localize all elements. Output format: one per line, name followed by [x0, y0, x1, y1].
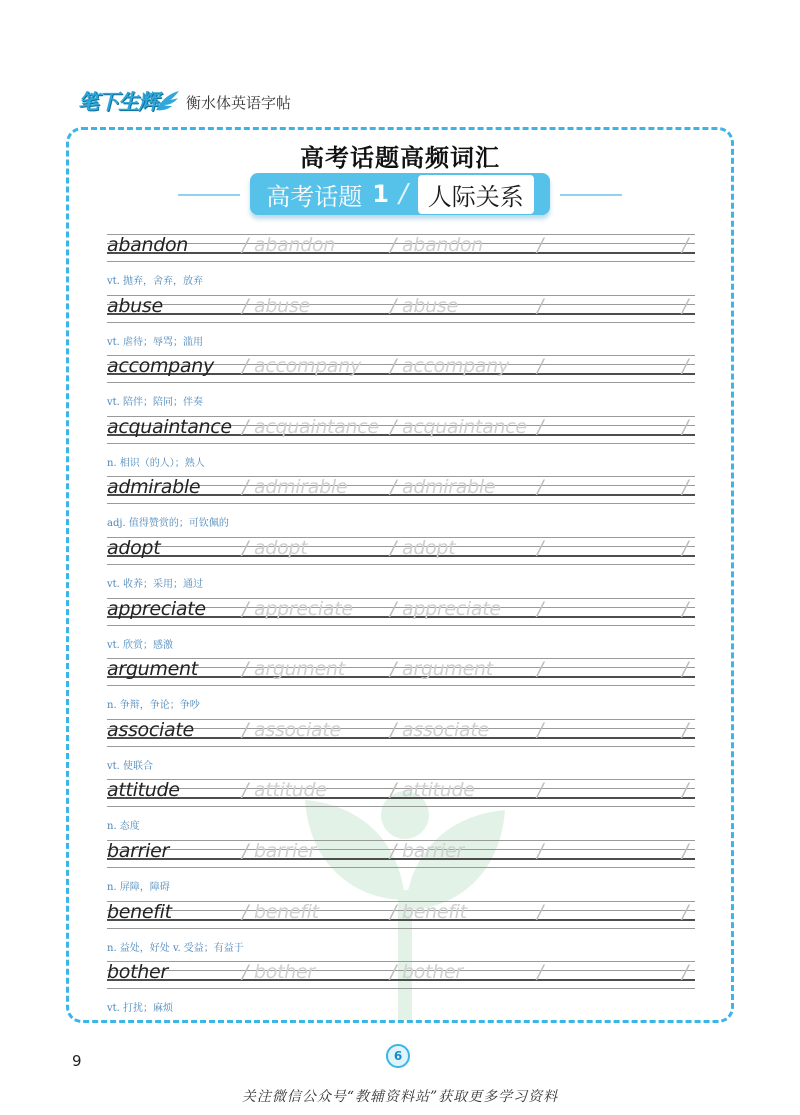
guide-line [107, 243, 695, 244]
trace-word[interactable]: associate [254, 718, 341, 741]
guide-line [107, 564, 695, 565]
topic-banner [250, 173, 550, 215]
word-row [107, 352, 695, 412]
guide-line [107, 797, 695, 799]
guide-line [107, 304, 695, 305]
trace-word[interactable]: attitude [402, 779, 475, 802]
slash-mark: / [390, 355, 397, 378]
guide-line [107, 746, 695, 747]
trace-word[interactable]: abuse [402, 294, 458, 317]
guide-line [107, 503, 695, 504]
slash-mark: / [537, 718, 544, 741]
slash-mark: / [682, 537, 689, 559]
slash-mark: / [682, 779, 689, 802]
word-definition: vt. 使联合 [107, 760, 154, 772]
vocab-word: associate [107, 718, 194, 741]
slash-mark: / [390, 476, 397, 499]
slash-mark: / [242, 537, 249, 559]
trace-word[interactable]: appreciate [402, 597, 501, 620]
topic-divider-left [178, 194, 240, 196]
guide-line [107, 443, 695, 444]
topic-name: 人际关系 [418, 175, 534, 214]
topic-separator: / [398, 179, 408, 209]
topic-prefix: 高考话题 [266, 182, 363, 211]
word-row [107, 231, 695, 291]
guide-line [107, 719, 695, 720]
vocab-word: admirable [107, 476, 201, 499]
vocab-word: appreciate [107, 597, 206, 620]
brand-header [78, 86, 291, 116]
slash-mark: / [537, 840, 544, 862]
trace-word[interactable]: bother [402, 961, 463, 984]
guide-line [107, 313, 695, 315]
vocab-word: barrier [107, 840, 170, 862]
slash-mark: / [242, 294, 249, 317]
slash-mark: / [242, 840, 249, 862]
slash-mark: / [682, 597, 689, 620]
guide-line [107, 537, 695, 538]
guide-line [107, 806, 695, 807]
trace-word[interactable]: adopt [402, 537, 456, 559]
slash-mark: / [242, 900, 249, 923]
slash-mark: / [242, 415, 249, 438]
guide-line [107, 737, 695, 739]
trace-word[interactable]: admirable [254, 476, 348, 499]
word-row [107, 716, 695, 776]
word-definition: n. 屏障，障碍 [107, 882, 170, 893]
guide-line [107, 970, 695, 971]
word-row [107, 595, 695, 655]
slash-mark: / [390, 234, 397, 256]
word-definition: n. 态度 [107, 821, 140, 833]
trace-word[interactable]: argument [402, 658, 493, 681]
trace-word[interactable]: appreciate [254, 597, 353, 620]
guide-line [107, 685, 695, 686]
vocab-word: abandon [107, 234, 189, 256]
guide-line [107, 919, 695, 921]
slash-mark: / [682, 658, 689, 681]
trace-word[interactable]: admirable [402, 476, 496, 499]
vocab-word: adopt [107, 537, 161, 559]
guide-line [107, 979, 695, 981]
slash-mark: / [537, 294, 544, 317]
word-definition: adj. 值得赞赏的；可钦佩的 [107, 518, 229, 530]
word-row [107, 655, 695, 715]
slash-mark: / [682, 415, 689, 438]
slash-mark: / [537, 961, 544, 984]
slash-mark: / [537, 779, 544, 802]
slash-mark: / [682, 294, 689, 317]
slash-mark: / [242, 476, 249, 499]
guide-line [107, 322, 695, 323]
word-definition: vt. 打扰；麻烦 [107, 1003, 174, 1015]
word-row [107, 413, 695, 473]
slash-mark: / [537, 537, 544, 559]
vocab-word: attitude [107, 779, 180, 802]
guide-line [107, 901, 695, 902]
word-definition: vt. 收养；采用；通过 [107, 579, 204, 590]
slash-mark: / [537, 476, 544, 499]
word-row [107, 958, 695, 1018]
slash-mark: / [390, 658, 397, 681]
page-badge-icon: 6 [386, 1044, 410, 1068]
trace-word[interactable]: benefit [254, 900, 319, 923]
slash-mark: / [390, 779, 397, 802]
slash-mark: / [682, 234, 689, 256]
slash-mark: / [242, 234, 249, 256]
footer-note: 关注微信公众号“教辅资料站”获取更多学习资料 [241, 1089, 559, 1105]
topic-number: 1 [372, 180, 389, 208]
guide-line [107, 779, 695, 780]
vocab-word: bother [107, 961, 168, 984]
trace-word[interactable]: abandon [254, 234, 336, 256]
guide-line [107, 295, 695, 296]
word-definition: vt. 虐待；辱骂；滥用 [107, 336, 204, 348]
slash-mark: / [390, 415, 397, 438]
topic-divider-right [560, 194, 622, 196]
trace-word[interactable]: accompany [254, 355, 361, 378]
brand-logo: 笔下生辉 [78, 90, 158, 114]
guide-line [107, 867, 695, 868]
trace-word[interactable]: barrier [254, 840, 317, 862]
trace-word[interactable]: acquaintance [254, 415, 379, 438]
guide-line [107, 988, 695, 989]
word-definition: n. 相识（的人）；熟人 [107, 457, 205, 469]
slash-mark: / [242, 658, 249, 681]
vocab-word: abuse [107, 294, 163, 317]
slash-mark: / [537, 900, 544, 923]
word-definition: n. 争辩，争论；争吵 [107, 700, 200, 712]
trace-word[interactable]: acquaintance [402, 415, 527, 438]
guide-line [107, 625, 695, 626]
slash-mark: / [682, 718, 689, 741]
guide-line [107, 849, 695, 850]
page-number: 9 [72, 1052, 82, 1070]
page-title: 高考话题高频词汇 [300, 144, 500, 172]
trace-word[interactable]: adopt [254, 537, 308, 559]
word-row [107, 837, 695, 897]
slash-mark: / [682, 961, 689, 984]
word-row [107, 534, 695, 594]
slash-mark: / [242, 597, 249, 620]
trace-word[interactable]: accompany [402, 355, 509, 378]
trace-word[interactable]: benefit [402, 900, 467, 923]
word-row [107, 776, 695, 836]
slash-mark: / [682, 476, 689, 499]
slash-mark: / [242, 718, 249, 741]
slash-mark: / [242, 961, 249, 984]
word-row [107, 898, 695, 958]
slash-mark: / [537, 234, 544, 256]
guide-line [107, 788, 695, 789]
vocab-word: argument [107, 658, 198, 681]
trace-word[interactable]: attitude [254, 779, 327, 802]
trace-word[interactable]: argument [254, 658, 345, 681]
slash-mark: / [242, 779, 249, 802]
trace-word[interactable]: abandon [402, 234, 484, 256]
slash-mark: / [390, 294, 397, 317]
guide-line [107, 261, 695, 262]
trace-word[interactable]: associate [402, 718, 489, 741]
guide-line [107, 252, 695, 254]
slash-mark: / [390, 597, 397, 620]
guide-line [107, 910, 695, 911]
word-definition: vt. 抛弃，舍弃，放弃 [107, 276, 204, 287]
guide-line [107, 928, 695, 929]
slash-mark: / [390, 718, 397, 741]
slash-mark: / [537, 415, 544, 438]
guide-line [107, 728, 695, 729]
word-row [107, 473, 695, 533]
slash-mark: / [390, 537, 397, 559]
slash-mark: / [682, 355, 689, 378]
vocab-word: acquaintance [107, 415, 232, 438]
guide-line [107, 546, 695, 547]
guide-line [107, 382, 695, 383]
trace-word[interactable]: bother [254, 961, 315, 984]
slash-mark: / [682, 900, 689, 923]
slash-mark: / [537, 355, 544, 378]
word-definition: vt. 陪伴；陪同；伴奏 [107, 397, 204, 409]
wing-icon [154, 90, 180, 112]
slash-mark: / [242, 355, 249, 378]
word-definition: vt. 欣赏；感激 [107, 639, 174, 651]
slash-mark: / [537, 597, 544, 620]
trace-word[interactable]: abuse [254, 294, 310, 317]
vocab-word: accompany [107, 355, 214, 378]
trace-word[interactable]: barrier [402, 840, 465, 862]
slash-mark: / [390, 900, 397, 923]
slash-mark: / [682, 840, 689, 862]
word-row [107, 292, 695, 352]
brand-subtitle: 衡水体英语字帖 [186, 94, 292, 112]
guide-line [107, 555, 695, 557]
guide-line [107, 234, 695, 235]
guide-line [107, 858, 695, 860]
word-definition: n. 益处，好处 v. 受益；有益于 [107, 942, 244, 954]
slash-mark: / [390, 840, 397, 862]
guide-line [107, 840, 695, 841]
guide-line [107, 961, 695, 962]
vocab-word: benefit [107, 900, 172, 923]
slash-mark: / [537, 658, 544, 681]
slash-mark: / [390, 961, 397, 984]
